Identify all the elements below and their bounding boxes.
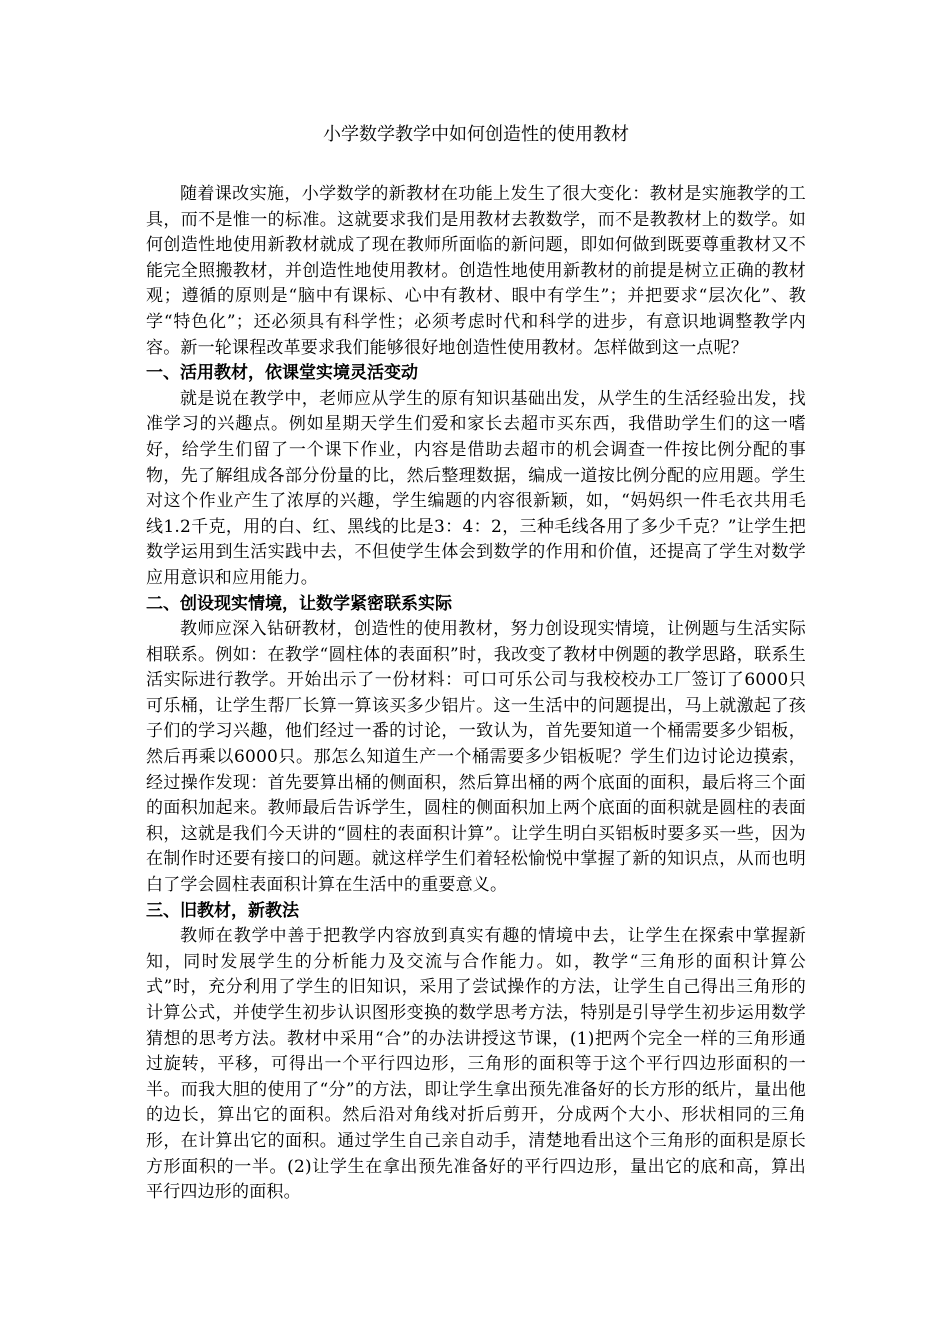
section-3-body: 教师在教学中善于把教学内容放到真实有趣的情境中去，让学生在探索中掌握新知，同时发展学生的分析能力及交流与合作能力。如，教学“三角形的面积计算公式”时，充分利用了学生的旧知识，采用了尝试操作的方法，让学生自己得出三角形的计算公式，并使学生初步认识图形变换的数学思考方法，特别是引导学生初步运用数学猜想的思考方法。教材中采用“合”的办法讲授这节课，(1)把两个完全一样的三角形通过旋转，平移，可得出一个平行四边形，三角形的面积等于这个平行四边形面积的一半。而我大胆的使用了“分”的方法，即让学生拿出预先准备好的长方形的纸片，量出他的边长，算出它的面积。然后沿对角线对折后剪开，分成两个大小、形状相同的三角形，在计算出它的面积。通过学生自己亲自动手，清楚地看出这个三角形的面积是原长方形面积的一半。(2)让学生在拿出预先准备好的平行四边形，量出它的底和高，算出平行四边形的面积。: [146, 926, 806, 1203]
document-title: 小学数学教学中如何创造性的使用教材: [323, 124, 629, 145]
section-2-heading: 二、创设现实情境，让数学紧密联系实际: [146, 593, 452, 614]
document-page: [146, 120, 806, 1206]
section-3-heading: 三、旧教材，新教法: [146, 900, 299, 921]
intro-paragraph: 随着课改实施，小学数学的新教材在功能上发生了很大变化：教材是实施教学的工具，而不是惟一的标准。这就要求我们是用教材去教数学，而不是教教材上的数学。如何创造性地使用新教材就成了现在教师所面临的新问题，即如何做到既要尊重教材又不能完全照搬教材，并创造性地使用教材。创造性地使用新教材的前提是树立正确的教材观；遵循的原则是“脑中有课标、心中有教材、眼中有学生”；并把要求“层次化”、教学“特色化”；还必须具有科学性；必须考虑时代和科学的进步，有意识地调整教学内容。新一轮课程改革要求我们能够很好地创造性使用教材。怎样做到这一点呢？: [146, 184, 806, 358]
section-1-heading: 一、活用教材，依课堂实境灵活变动: [146, 363, 418, 384]
section-2-body: 教师应深入钻研教材，创造性的使用教材，努力创设现实情境，让例题与生活实际相联系。例如：在教学“圆柱体的表面积”时，我改变了教材中例题的教学思路，联系生活实际进行教学。开始出示了一份材料：可口可乐公司与我校校办工厂签订了6000只可乐桶，让学生帮厂长算一算该买多少铝片。这一生活中的问题提出，马上就激起了孩子们的学习兴趣，他们经过一番的讨论，一致认为，首先要知道一个桶需要多少铝板，然后再乘以6000只。那怎么知道生产一个桶需要多少铝板呢？学生们边讨论边摸索，经过操作发现：首先要算出桶的侧面积，然后算出桶的两个底面的面积，最后将三个面的面积加起来。教师最后告诉学生，圆柱的侧面积加上两个底面的面积就是圆柱的表面积，这就是我们今天讲的“圆柱的表面积计算”。让学生明白买铝板时要多买一些，因为在制作时还要有接口的问题。就这样学生们着轻松愉悦中掌握了新的知识点，从而也明白了学会圆柱表面积计算在生活中的重要意义。: [146, 619, 806, 896]
section-1-body: 就是说在教学中，老师应从学生的原有知识基础出发，从学生的生活经验出发，找准学习的兴趣点。例如星期天学生们爱和家长去超市买东西，我借助学生们的这一嗜好，给学生们留了一个课下作业，内容是借助去超市的机会调查一件按比例分配的事物，先了解组成各部分份量的比，然后整理数据，编成一道按比例分配的应用题。学生对这个作业产生了浓厚的兴趣，学生编题的内容很新颖，如，“妈妈织一件毛衣共用毛线1.2千克，用的白、红、黑线的比是3：4：2，三种毛线各用了多少千克？”让学生把数学运用到生活实践中去，不但使学生体会到数学的作用和价值，还提高了学生对数学应用意识和应用能力。: [146, 388, 806, 588]
